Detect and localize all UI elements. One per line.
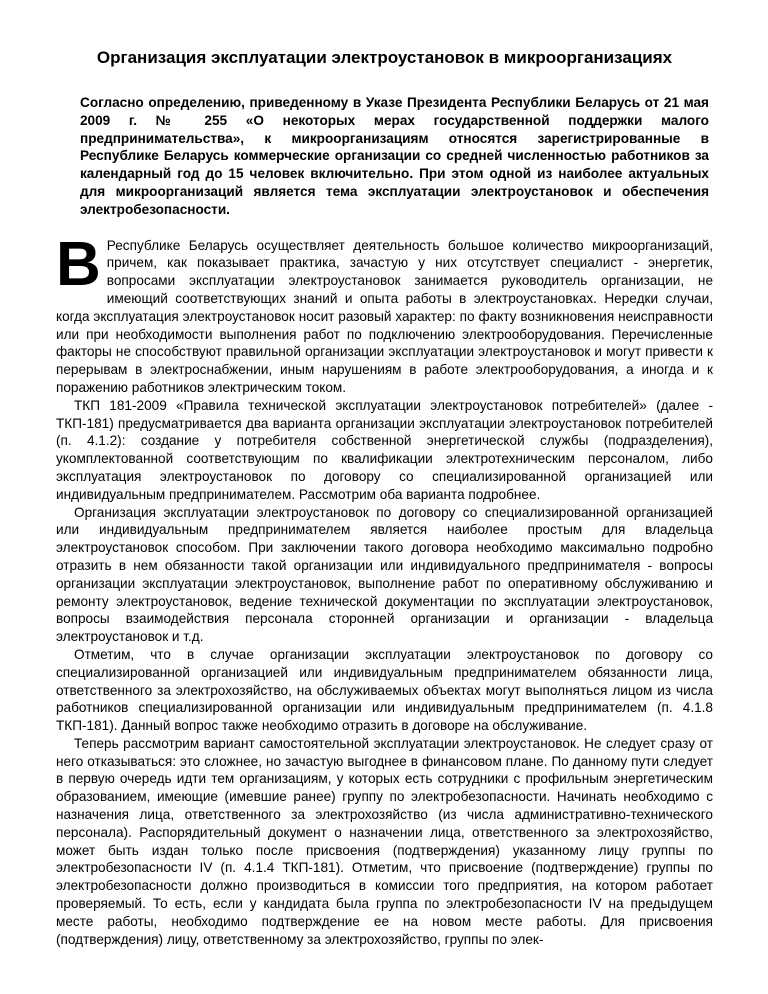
body-paragraph-2: ТКП 181-2009 «Правила технической эксплуатации электроустановок потребителей» (далее - ТКП-181) предусматривается два варианта организации эксплуатации электроустановок потребителей (п. 4.1.2): создание у потребителя собственной энергетической службы (подразделения), укомплектованной соответствующим по квалификации электротехническим персоналом, либо эксплуатация электроустановок по договору со специализированной организацией или индивидуальным предпринимателем. Рассмотрим оба варианта подробнее. [56,397,713,502]
body-paragraph-1-text: Республике Беларусь осуществляет деятельность большое количество микроорганизаций, причем, как показывает практика, зачастую у них отсутствует специалист - энергетик, вопросами эксплуатации электроустановок занимается руководитель организации, не имеющий соответствующих знаний и опыта работы в электроустановках. Нередки случаи, когда эксплуатация электроустановок носит разовый характер: по факту возникновения неисправности или при необходимости выполнения работ по подключению электрооборудования. Перечисленные факторы не способствуют правильной организации эксплуатации электроустановок и могут привести к перерывам в электроснабжении, иным нарушениям в работе электрооборудования, а иногда и к поражению работников электрическим током. [56,237,713,395]
article-lead: Согласно определению, приведенному в Указе Президента Республики Беларусь от 21 мая 2009 г. № 255 «О некоторых мерах государственной поддержки малого предпринимательства», к микроорганизациям относятся зарегистрированные в Республике Беларусь коммерческие организации со средней численностью работников за календарный год до 15 человек включительно. При этом одной из наиболее актуальных для микроорганизаций является тема эксплуатации электроустановок и обеспечения электробезопасности. [80,95,709,217]
body-paragraph-4: Отметим, что в случае организации эксплуатации электроустановок по договору со специализированной организацией или индивидуальным предпринимателем обязанности лица, ответственного за электрохозяйство, на обслуживаемых объектах могут выполняться лицом из числа работников специализированной организации или индивидуальным предпринимателем (п. 4.1.8 ТКП-181). Данный вопрос также необходимо отразить в договоре на обслуживание. [56,646,713,734]
drop-cap: В [56,229,101,299]
article-body [56,229,713,949]
body-paragraph-5: Теперь рассмотрим вариант самостоятельной эксплуатации электроустановок. Не следует сразу от него отказываться: это сложнее, но зачастую выгоднее в финансовом плане. По данному пути следует в первую очередь идти тем организациям, у которых есть сотрудники с профильным энергетическим образованием, имеющие (имевшие ранее) группу по электробезопасности. Начинать необходимо с назначения лица, ответственного за электрохозяйство (из числа административно-технического персонала). Распорядительный документ о назначении лица, ответственного за электрохозяйство, может быть издан только после присвоения (подтверждения) указанному лицу группы по электробезопасности IV (п. 4.1.4 ТКП-181). Отметим, что присвоение (подтверждение) группы по электробезопасности должно производиться в комиссии того предприятия, на котором работает проверяемый. То есть, если у кандидата была группа по электробезопасности IV на предыдущем месте работы, необходимо подтверждение ее на новом месте работы. Для присвоения (подтверждения) лицу, ответственному за электрохозяйство, группы по элек- [56,735,713,947]
article-title: Организация эксплуатации электроустановок в микроорганизациях [96,48,673,67]
body-paragraph-3: Организация эксплуатации электроустановок по договору со специализированной организацией или индивидуальным предпринимателем является наиболее простым для владельца электроустановок способом. При заключении такого договора необходимо максимально подробно отразить в нем обязанности такой организации или индивидуального предпринимателя - вопросы организации эксплуатации электроустановок, выполнение работ по оперативному обслуживанию и ремонту электроустановок, ведение технической документации по эксплуатации электроустановок, вопросы взаимодействия персонала сторонней организации и организации - владельца электроустановок и т.д. [56,504,713,645]
body-paragraph-1 [56,229,713,397]
